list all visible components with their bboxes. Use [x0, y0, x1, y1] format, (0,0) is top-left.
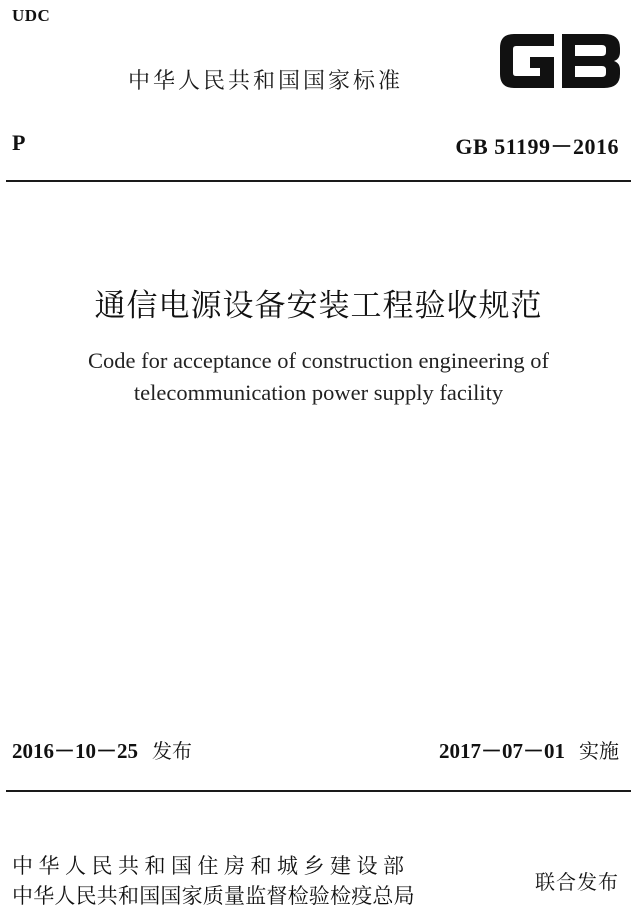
- top-divider: [6, 180, 631, 182]
- implementation-date-block: [439, 735, 619, 765]
- issue-date: 2016－10－25: [12, 739, 138, 763]
- implementation-date: 2017－07－01: [439, 739, 565, 763]
- issue-label: 发布: [152, 739, 192, 763]
- title-english-line-2: telecommunication power supply facility: [133, 380, 504, 405]
- publisher-ministry-housing: 中华人民共和国住房和城乡建设部: [12, 854, 410, 878]
- issue-date-block: [12, 735, 192, 765]
- title-chinese: 通信电源设备安装工程验收规范: [94, 288, 543, 324]
- standard-number: GB 51199－2016: [455, 134, 619, 159]
- national-standard-heading: 中华人民共和国国家标准: [128, 69, 404, 94]
- title-english: [0, 345, 637, 409]
- joint-issue-label: 联合发布: [535, 870, 619, 894]
- publisher-quality-administration: 中华人民共和国国家质量监督检验检疫总局: [12, 884, 415, 908]
- title-english-line-1: Code for acceptance of construction engineering of: [87, 348, 550, 373]
- udc-label: UDC: [12, 6, 51, 25]
- implementation-label: 实施: [579, 739, 619, 763]
- gb-logo: [496, 30, 626, 92]
- category-code: P: [12, 130, 26, 155]
- bottom-divider: [6, 790, 631, 792]
